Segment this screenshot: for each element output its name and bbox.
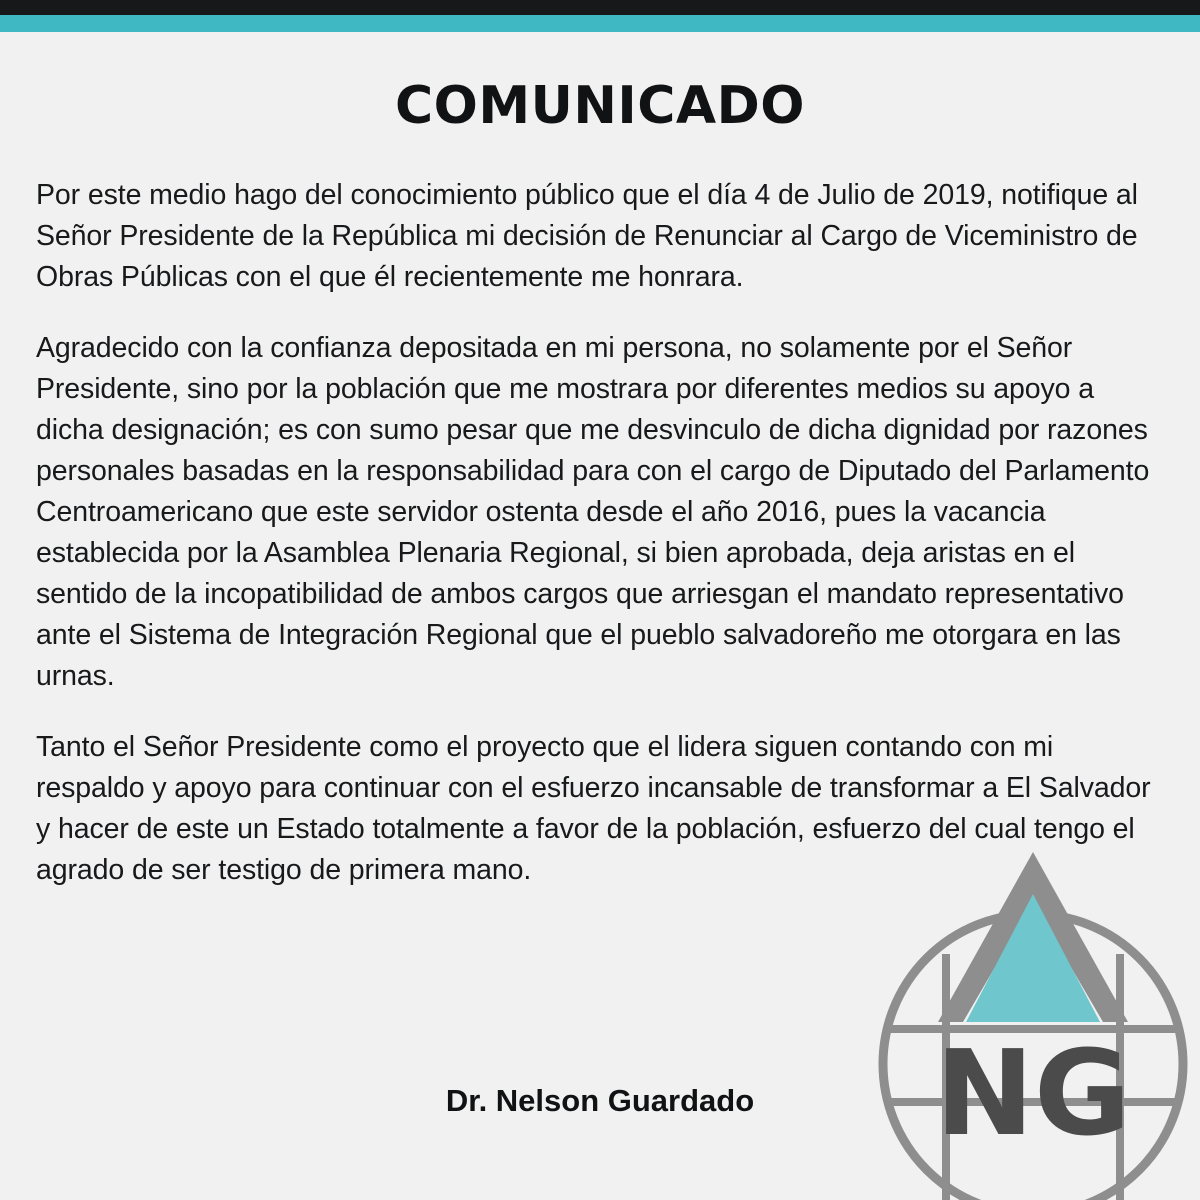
signature-name: Dr. Nelson Guardado <box>445 1083 755 1118</box>
page-title: COMUNICADO <box>395 76 805 136</box>
top-bar-accent <box>0 15 1200 32</box>
svg-text:NG: NG <box>935 1024 1131 1162</box>
top-bar-dark <box>0 0 1200 15</box>
document-body <box>36 175 1168 891</box>
paragraph-3: Tanto el Señor Presidente como el proyecto que el lidera siguen contando con mi respaldo y apoyo para continuar con el esfuerzo incansable de transformar a El Salvador y hacer de este un Estado totalmente a favor de la población, esfuerzo del cual tengo el agrado de ser testigo de primera mano. <box>36 731 1151 886</box>
paragraph-1: Por este medio hago del conocimiento público que el día 4 de Julio de 2019, notifique al Señor Presidente de la República mi decisión de Renunciar al Cargo de Viceministro de Obras Públicas con el que él recientemente me honrara. <box>36 179 1138 293</box>
paragraph-2: Agradecido con la confianza depositada en mi persona, no solamente por el Señor Presidente, sino por la población que me mostrara por diferentes medios su apoyo a dicha designación; es con sumo pesar que me desvinculo de dicha dignidad por razones personales basadas en la responsabilidad para con el cargo de Diputado del Parlamento Centroamericano que este servidor ostenta desde el año 2016, pues la vacancia establecida por la Asamblea Plenaria Regional, si bien aprobada, deja aristas en el sentido de la incopatibilidad de ambos cargos que arriesgan el mandato representativo ante el Sistema de Integración Regional que el pueblo salvadoreño me otorgara en las urnas. <box>36 332 1150 692</box>
